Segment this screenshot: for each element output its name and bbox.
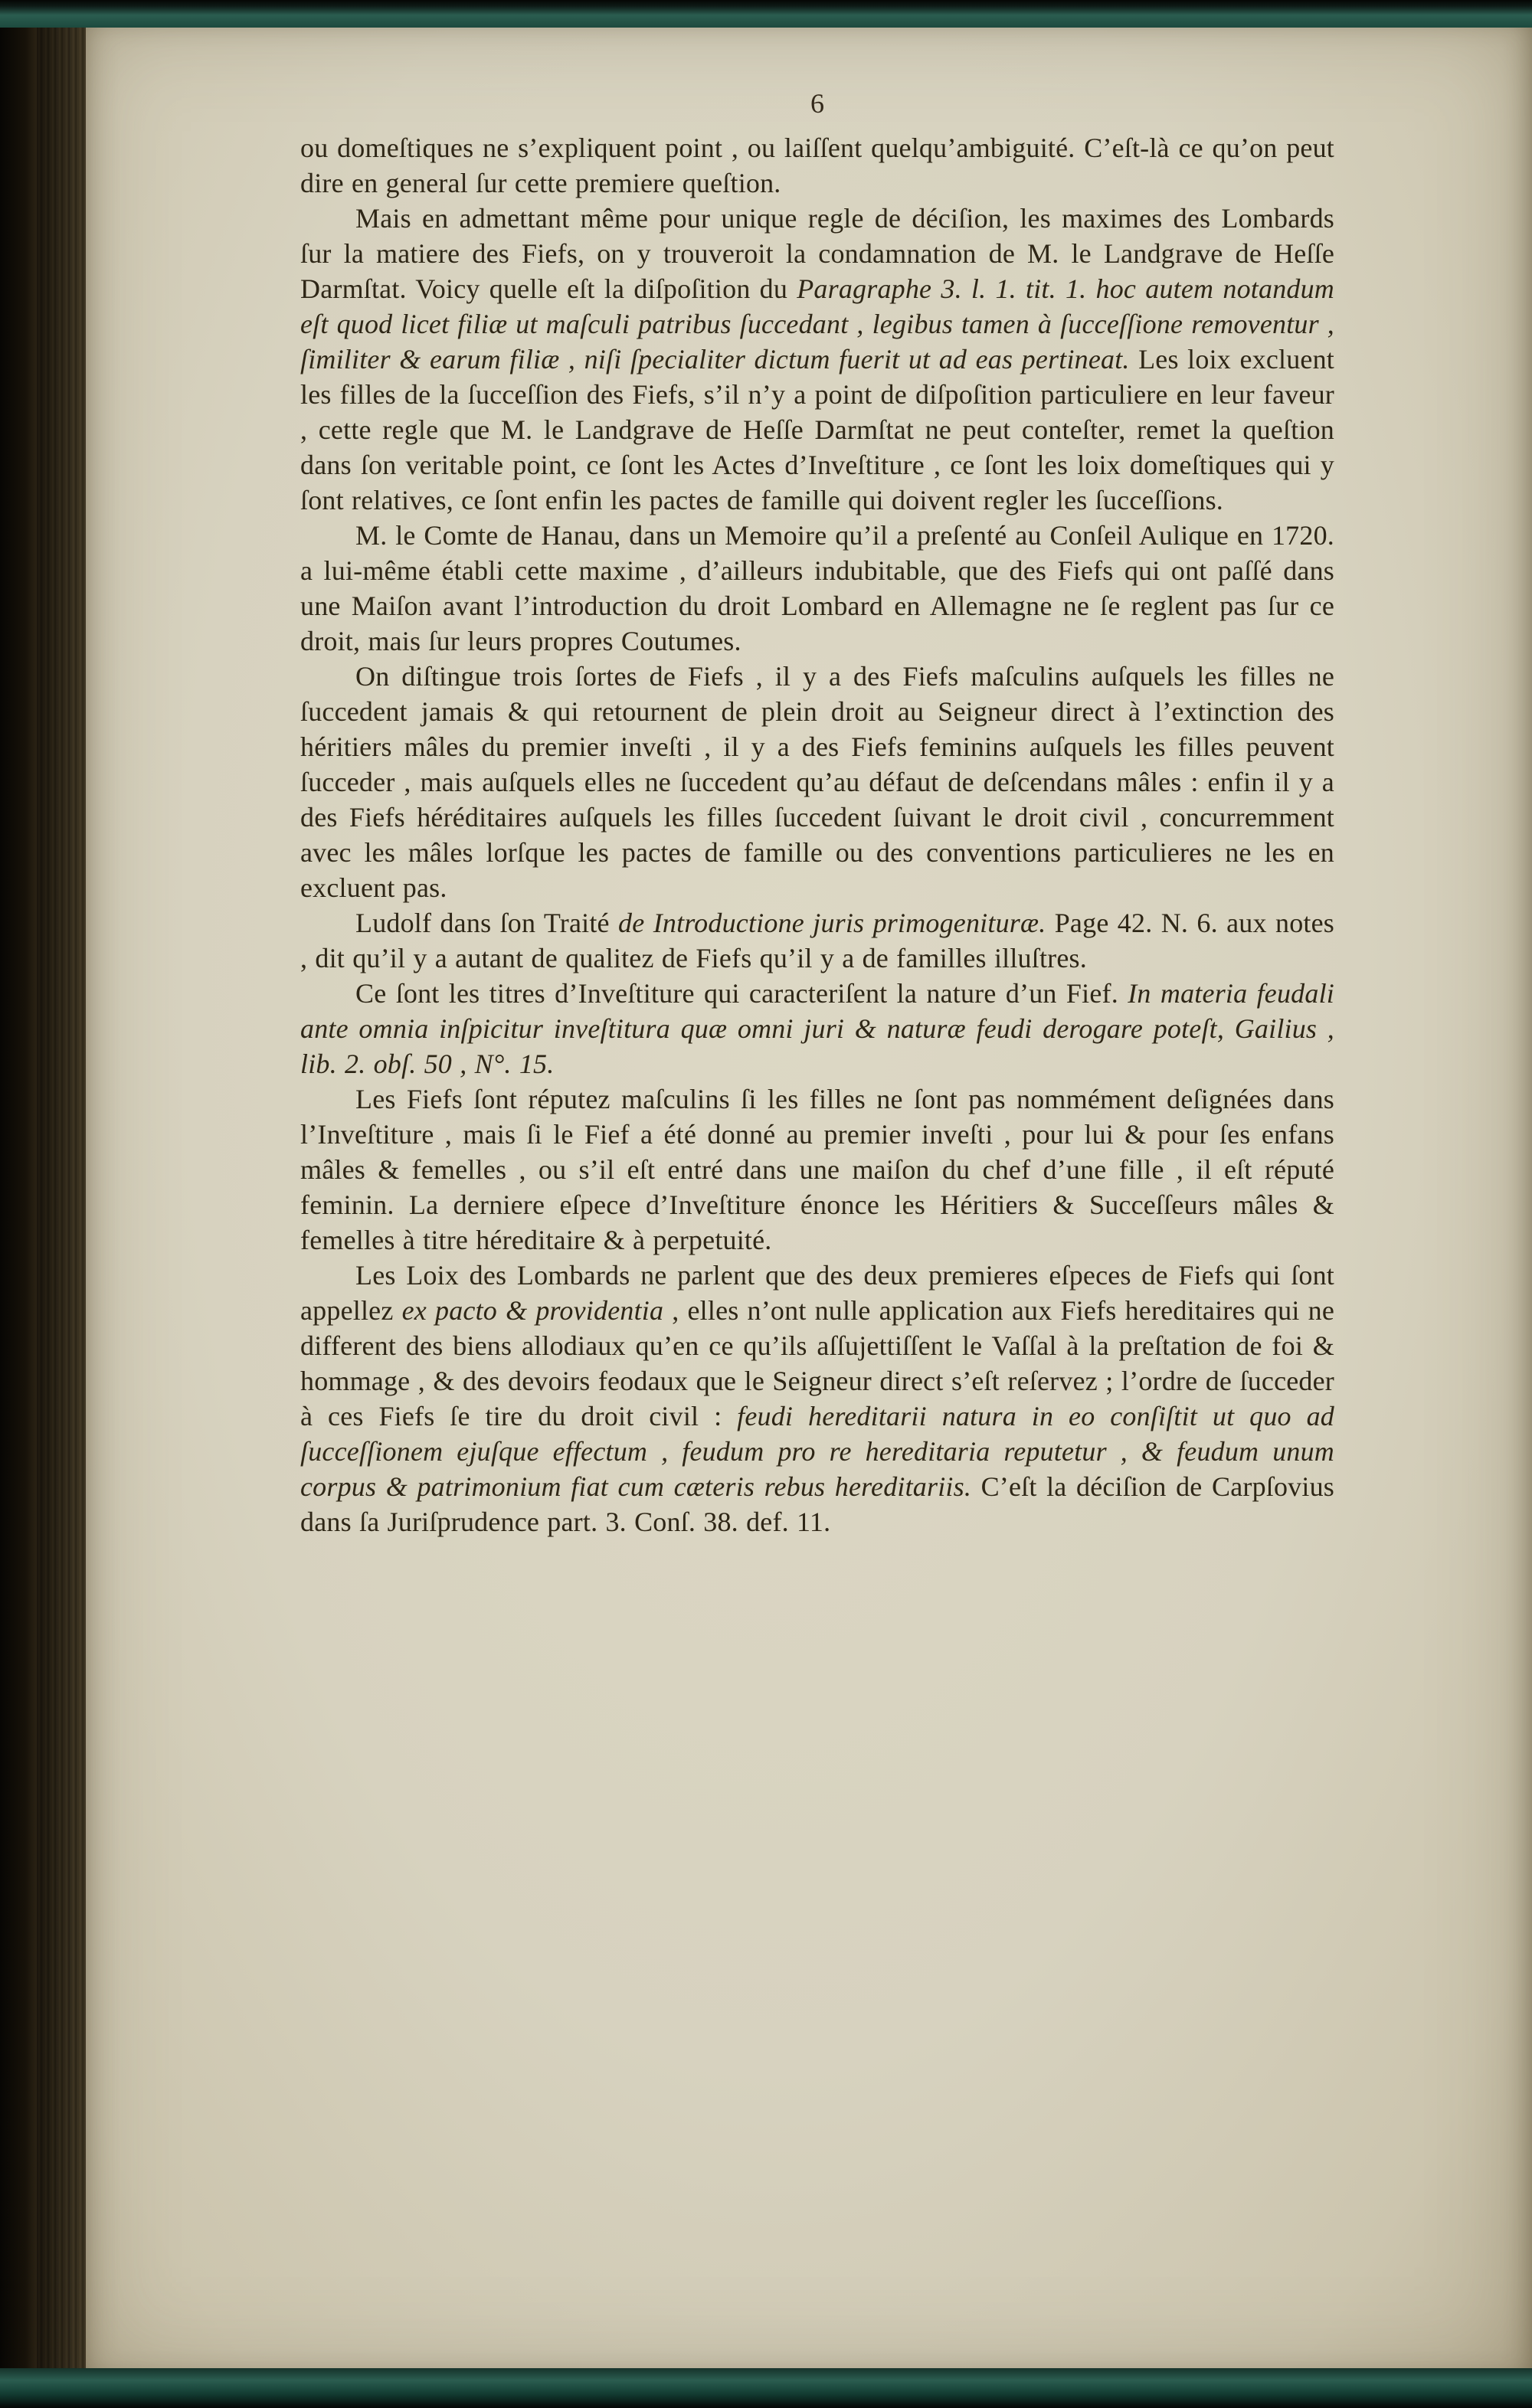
text-segment: de Introductione juris primogenituræ. (618, 908, 1046, 938)
text-segment: Ce ſont les titres d’Inveſtiture qui caracteriſent la nature d’un Fief. (355, 978, 1128, 1009)
text-segment: ex pacto & providentia (401, 1295, 664, 1326)
book-cover-top-band (0, 0, 1532, 28)
book-cover-bottom-band (0, 2368, 1532, 2408)
paragraph-8 (300, 1258, 1334, 1539)
text-segment: C’eſt la déciſion de Carpſovius dans ſa Juriſprudence part. 3. Conſ. 38. def. 11. (300, 1471, 1334, 1537)
text-block (300, 130, 1334, 1539)
stacked-page-edges (37, 0, 86, 2408)
paragraph-2 (300, 201, 1334, 518)
text-segment: ou domeſtiques ne s’expliquent point , ou laiſſent quelqu’ambiguité. C’eſt-là ce qu’on peut dire en general ſur cette premiere queſtion. (300, 133, 1334, 198)
text-segment: Paragraphe 3. l. 1. tit. 1. hoc autem notandum eſt quod licet filiæ ut maſculi patribus ſuccedant , legibus tamen à ſucceſſione removentur , ſimiliter & earum filiæ , niſi ſpecialiter dictum fuerit ut ad eas pertineat. (300, 273, 1334, 375)
text-segment: , elles n’ont nulle application aux Fiefs hereditaires qui ne different des biens allodiaux qu’en ce qu’ils aſſujettiſſent le Vaſſal à la preſtation de foi & hommage , & des devoirs feodaux que le Seigneur direct s’eſt reſervez ; l’ordre de ſucceder à ces Fiefs ſe tire du droit civil : (300, 1295, 1334, 1431)
text-segment: In materia feudali ante omnia inſpicitur inveſtitura quæ omni juri & naturæ feudi derogare poteſt, Gailius , lib. 2. obſ. 50 , N°. 15. (300, 978, 1334, 1079)
text-segment: Mais en admettant même pour unique regle de déciſion, les maximes des Lombards ſur la matiere des Fiefs, on y trouveroit la condamnation de M. le Landgrave de Heſſe Darmſtat. Voicy quelle eſt la diſpoſition du (300, 203, 1334, 304)
book-spine-shadow (0, 0, 37, 2408)
paragraph-5 (300, 905, 1334, 976)
scanned-book-page (74, 14, 1532, 2385)
text-segment: On diſtingue trois ſortes de Fiefs , il y a des Fiefs maſculins auſquels les filles ne ſuccedent jamais & qui retournent de plein droit au Seigneur direct à l’extinction des héritiers mâles du premier inveſti , il y a des Fiefs feminins auſquels les filles peuvent ſucceder , mais auſquels elles ne ſuccedent qu’au défaut de deſcendans mâles : enfin il y a des Fiefs héréditaires auſquels les filles ſuccedent ſuivant le droit civil , concurremment avec les mâles lorſque les pactes de famille ou des conventions particulieres ne les en excluent pas. (300, 661, 1334, 903)
paragraph-7 (300, 1081, 1334, 1258)
page-number: 6 (810, 88, 824, 119)
text-segment: Les Fiefs ſont réputez maſculins ſi les filles ne ſont pas nommément deſignées dans l’Inveſtiture , mais ſi le Fief a été donné au premier inveſti , pour lui & pour ſes enfans mâles & femelles , ou s’il eſt entré dans une maiſon du chef d’une fille , il eſt réputé feminin. La derniere eſpece d’Inveſtiture énonce les Héritiers & Succeſſeurs mâles & femelles à titre héreditaire & à perpetuité. (300, 1084, 1334, 1255)
paragraph-1 (300, 130, 1334, 201)
text-segment: Les Loix des Lombards ne parlent que des deux premieres eſpeces de Fiefs qui ſont appellez (300, 1260, 1334, 1326)
text-segment: Les loix excluent les filles de la ſucceſſion des Fiefs, s’il n’y a point de diſpoſition particuliere en leur faveur , cette regle que M. le Landgrave de Heſſe Darmſtat ne peut conteſter, remet la queſtion dans ſon veritable point, ce ſont les Actes d’Inveſtiture , ce ſont les loix domeſtiques qui y ſont relatives, ce ſont enfin les pactes de famille qui doivent regler les ſucceſſions. (300, 344, 1334, 515)
text-segment: Ludolf dans ſon Traité (355, 908, 619, 938)
paragraph-4 (300, 659, 1334, 905)
paragraph-6 (300, 976, 1334, 1081)
paragraph-3 (300, 518, 1334, 659)
text-segment: M. le Comte de Hanau, dans un Memoire qu’il a preſenté au Conſeil Aulique en 1720. a lui-même établi cette maxime , d’ailleurs indubitable, que des Fiefs qui ont paſſé dans une Maiſon avant l’introduction du droit Lombard en Allemagne ne ſe reglent pas ſur ce droit, mais ſur leurs propres Coutumes. (300, 520, 1334, 656)
text-segment: feudi hereditarii natura in eo conſiſtit ut quo ad ſucceſſionem ejuſque effectum , feudum pro re hereditaria reputetur , & feudum unum corpus & patrimonium fiat cum cæteris rebus hereditariis. (300, 1401, 1334, 1502)
text-segment: Page 42. N. 6. aux notes , dit qu’il y a autant de qualitez de Fiefs qu’il y a de familles illuſtres. (300, 908, 1334, 973)
